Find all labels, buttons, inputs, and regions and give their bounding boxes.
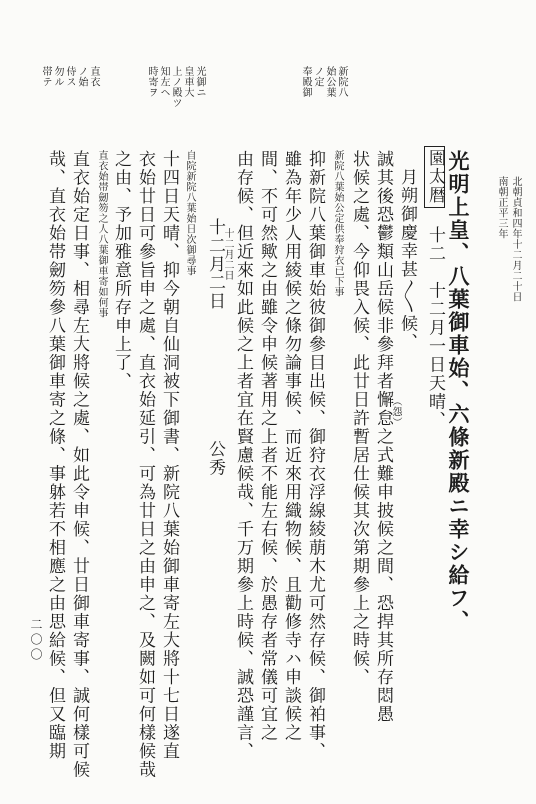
margin-note: 上ノ殿ツ: [170, 66, 181, 108]
margin-note: ノ始: [76, 66, 87, 87]
body-column: 雖為年少人用綾候之條勿論事候、而近來用織物候、且勸修寺ハ申談候之: [281, 150, 301, 742]
body-column: 月朔御慶幸甚〳〵候、: [397, 168, 417, 352]
running-head-era: 南朝正平三年: [496, 176, 507, 239]
body-column: 状候之處、今仰畏入候、此廿日許暫居仕候其次第期參上之時候、: [349, 150, 369, 687]
margin-note: 奉殿御: [300, 66, 311, 98]
margin-note: 光御ニ: [194, 66, 205, 98]
body-column: 誠其後恐鬱類山岳候非參拜者懈怠之式難申披候之間、恐捍其所存悶愚: [373, 150, 393, 724]
body-column: 之由、予加雅意所存申上了、: [111, 150, 131, 391]
running-head-era-north: 北朝貞和四年十二月二十日: [510, 176, 521, 302]
margin-note: 知左ヘ: [158, 66, 169, 98]
margin-note: 帯テ: [40, 66, 51, 87]
body-column: 十四日天晴、抑今朝自仙洞被下御書、新院八葉始御車寄左大將十七日遂直: [159, 150, 179, 761]
body-column: 十二月二日 公秀: [205, 218, 225, 477]
margin-note: 侍ス: [64, 66, 75, 87]
interlinear-note: 自院新院八葉始日次御尋事: [184, 150, 195, 276]
body-column: 哉、直衣始帯劒笏參八葉御車寄之條、事躰若不相應之由思給候、但又臨期: [45, 150, 65, 761]
margin-note: 直衣: [88, 66, 99, 87]
body-column: 由存候、但近來如此候之上者宜在賢慮候哉、千万期參上時候、誠恐謹言、: [233, 150, 253, 761]
body-column: 間、不可然歟之由雖令申候著用之上者不能左右候、於愚存者常儀可宜之: [257, 150, 277, 742]
interlinear-note: 新院八葉始公定供奉狩衣已下事: [332, 150, 343, 297]
margin-note: 皇車大: [182, 66, 193, 98]
margin-note: ノ定: [312, 66, 323, 87]
source-date: 十二 十二月一日天晴、: [425, 226, 445, 430]
body-column: 衣始廿日可參旨申之處、直衣始延引、可為廿日之由申之、及闕如可何樣候哉: [135, 150, 155, 779]
margin-note: 始公葉: [324, 66, 335, 98]
page-number: 二〇〇: [29, 618, 43, 663]
body-column: 直衣始定日事、相尋左大將候之處、如此令申候、廿日御車寄事、誠何樣可候: [69, 150, 89, 779]
margin-note: 新院八: [336, 66, 347, 98]
margin-note: 勿ル: [52, 66, 63, 87]
margin-note: 時寄ヲ: [146, 66, 157, 98]
interlinear-note: 直衣始帯劒笏之人八葉御車寄如何事: [96, 150, 107, 318]
interlinear-gloss: （怨）: [390, 396, 401, 428]
source-label: 園太暦: [424, 146, 445, 208]
entry-title: 光明上皇、八葉御車始、六條新殿ニ幸シ給フ、: [446, 150, 471, 633]
body-column: 抑新院八葉御車始彼御參目出候、御狩衣浮線綾萠木尤可然存候、御袙事、: [305, 150, 325, 761]
date-gloss: 十二月二日: [222, 228, 233, 281]
